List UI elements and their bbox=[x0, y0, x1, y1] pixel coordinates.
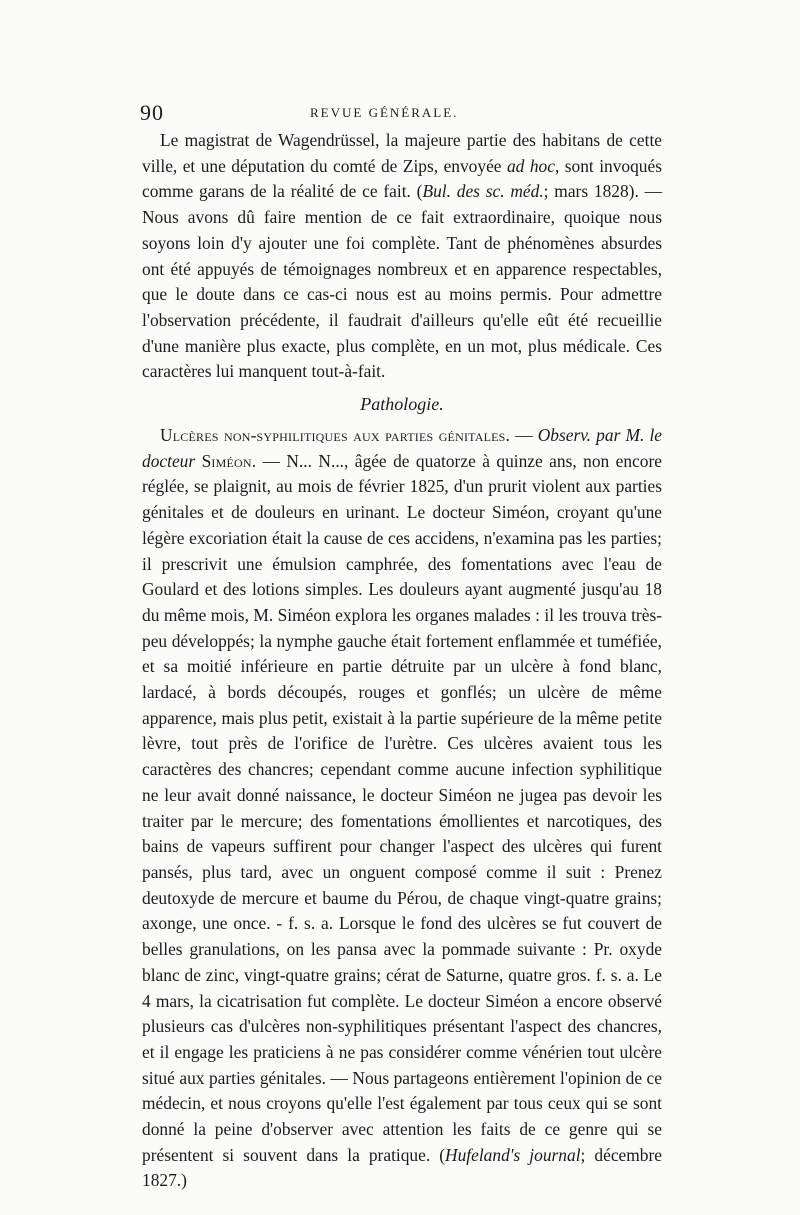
intro-text-2: , sont invoqués comme garans de la réalité de ce fait. ( bbox=[142, 155, 662, 202]
article-dash: — bbox=[510, 425, 538, 446]
article-source-date: ; décembre 1827.) bbox=[142, 1144, 663, 1191]
article-body: . — N... N..., âgée de quatorze à quinze ans, non encore réglée, se plaignit, au mois de février 1825, d'un prurit violent aux parties génitales et de douleurs en urinant. Le docteur Siméon, croyant qu'une légère excoriation était la cause de ces accidens, n'examina pas les parties; il prescrivit une émulsion camphrée, des fomentations avec l'eau de Goulard et des lotions simples. Les douleurs ayant augmenté jusqu'au 18 du même mois, M. Siméon explora les organes malades : il les trouva très-peu développés; la nymphe gauche était fortement enflammée et tuméfiée, et sa moitié inférieure en partie détruite par un ulcère à fond blanc, lardacé, à bords découpés, rouges et gonflés; un ulcère de même apparence, mais plus petit, existait à la partie supérieure de la même petite lèvre, tout près de l'orifice de l'urètre. Ces ulcères avaient tous les caractères des chancres; cependant comme aucune infection syphilitique ne leur avait donné naissance, le docteur Siméon ne jugea pas devoir les traiter par le mercure; des fomentations émollientes et narcotiques, des bains de vapeurs suffirent pour changer l'aspect des ulcères qui furent pansés, plus tard, avec un onguent composé comme il suit : Prenez deutoxyde de mercure et baume du Pérou, de chaque vingt-quatre grains; axonge, une once. - f. s. a. Lorsque le fond des ulcères se fut couvert de belles granulations, on les pansa avec la pommade suivante : Pr. oxyde blanc de zinc, vingt-quatre grains; cérat de Saturne, quatre gros. f. s. a. Le 4 mars, la cicatrisation fut complète. Le docteur Siméon a encore observé plusieurs cas d'ulcères non-syphilitiques présentant l'aspect des chancres, et il engage les praticiens à ne pas considérer comme vénérien tout ulcère situé aux parties génitales. — Nous partageons entièrement l'opinion de ce médecin, et nous croyons qu'elle l'est également par tous ceux qui se sont donné la peine d'observer avec attention les faits de ce genre qui se présentent si souvent dans la pratique. ( bbox=[142, 450, 662, 1165]
article-observation-label: Observ. par M. le docteur bbox=[142, 425, 662, 471]
intro-paragraph bbox=[142, 128, 662, 385]
intro-citation: Bul. des sc. méd. bbox=[422, 181, 544, 202]
article-paragraph bbox=[142, 423, 662, 1194]
intro-text-1: Le magistrat de Wagendrüssel, la majeure partie des habitans de cette ville, et une députation du comté de Zips, envoyée bbox=[142, 130, 662, 176]
section-title: Pathologie. bbox=[360, 394, 444, 415]
intro-italic-ad-hoc: ad hoc bbox=[506, 155, 555, 176]
page-header bbox=[140, 100, 662, 124]
text-column bbox=[142, 128, 662, 1194]
article-author: Siméon bbox=[201, 450, 252, 471]
running-head: REVUE GÉNÉRALE. bbox=[310, 105, 459, 120]
intro-text-3: ; mars 1828). — Nous avons dû faire mention de ce fait extraordinaire, quoique nous soyons loin d'y ajouter une foi complète. Tant de phénomènes absurdes ont été appuyés de témoignages nombreux et en apparence respectables, que le doute dans ce cas-ci nous est au moins permis. Pour admettre l'observation précédente, il faudrait d'ailleurs qu'elle eût été recueillie d'une manière plus exacte, plus complète, en un mot, plus médicale. Ces caractères lui manquent tout-à-fait. bbox=[142, 181, 662, 382]
page-number: 90 bbox=[140, 100, 164, 125]
article-heading: Ulcères non-syphilitiques aux parties génitales. bbox=[160, 425, 511, 446]
article-source: Hufeland's journal bbox=[445, 1144, 581, 1165]
